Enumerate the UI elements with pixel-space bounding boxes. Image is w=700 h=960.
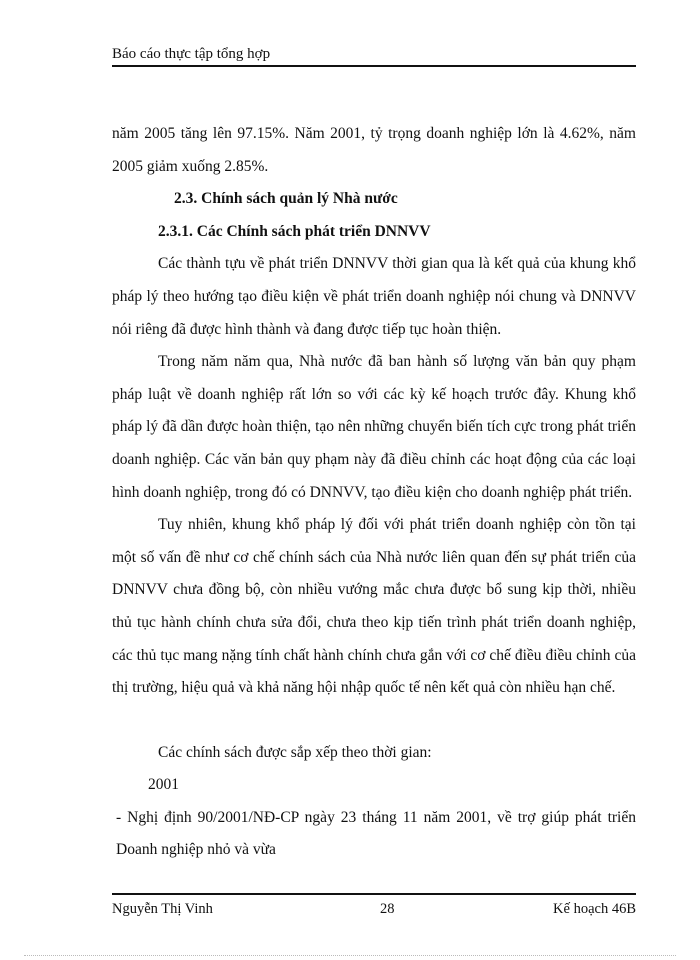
paragraph-policy-list-intro: Các chính sách được sắp xếp theo thời gian: (158, 743, 432, 761)
paragraph-achievements: Các thành tựu về phát triển DNNVV thời gian qua là kết quả của khung khổ pháp lý theo hướng tạo điều kiện về phát triển doanh nghiệp nói chung và DNNVV nói riêng đã được hình thành và đang được tiếp tục hoàn thiện. (112, 255, 636, 338)
year-label: 2001 (148, 776, 179, 794)
subsection-heading: 2.3.1. Các Chính sách phát triển DNNVV (158, 222, 431, 240)
page-header: Báo cáo thực tập tổng hợp (112, 44, 636, 67)
page-body (112, 118, 636, 867)
list-item: - Nghị định 90/2001/NĐ-CP ngày 23 tháng 11 năm 2001, về trợ giúp phát triển Doanh nghiệp nhỏ và vừa (116, 808, 636, 859)
paragraph-limitations: Tuy nhiên, khung khổ pháp lý đối với phát triển doanh nghiệp còn tồn tại một số vấn đề như cơ chế chính sách của Nhà nước liên quan đến sự phát triển của DNNVV chưa đồng bộ, còn nhiều vướng mắc chưa được bổ sung kịp thời, nhiều thủ tục hành chính chưa sửa đổi, chưa theo kịp tiến trình phát triển doanh nghiệp, các thủ tục mang nặng tính chất hành chính chưa gắn với cơ chế điều điều chỉnh của thị trường, hiệu quả và khả năng hội nhập quốc tế nên kết quả còn nhiều hạn chế. (112, 516, 636, 697)
footer-author: Nguyễn Thị Vinh (112, 901, 213, 917)
blank-line (112, 705, 636, 737)
footer-class: Kế hoạch 46B (553, 901, 636, 917)
page-footer (112, 893, 636, 919)
paragraph-continued: năm 2005 tăng lên 97.15%. Năm 2001, tỷ trọng doanh nghiệp lớn là 4.62%, năm 2005 giảm xuống 2.85%. (112, 125, 636, 175)
section-heading: 2.3. Chính sách quản lý Nhà nước (174, 190, 398, 208)
page-number: 28 (380, 901, 395, 917)
paragraph-legal-framework: Trong năm năm qua, Nhà nước đã ban hành số lượng văn bản quy phạm pháp luật về doanh nghiệp rất lớn so với các kỳ kế hoạch trước đây. Khung khổ pháp lý đã dần được hoàn thiện, tạo nên những chuyển biến tích cực trong phát triển doanh nghiệp. Các văn bản quy phạm này đã điều chỉnh các hoạt động của các loại hình doanh nghiệp, trong đó có DNNVV, tạo điều kiện cho doanh nghiệp phát triển. (112, 353, 636, 501)
page-edge-divider (24, 955, 676, 956)
